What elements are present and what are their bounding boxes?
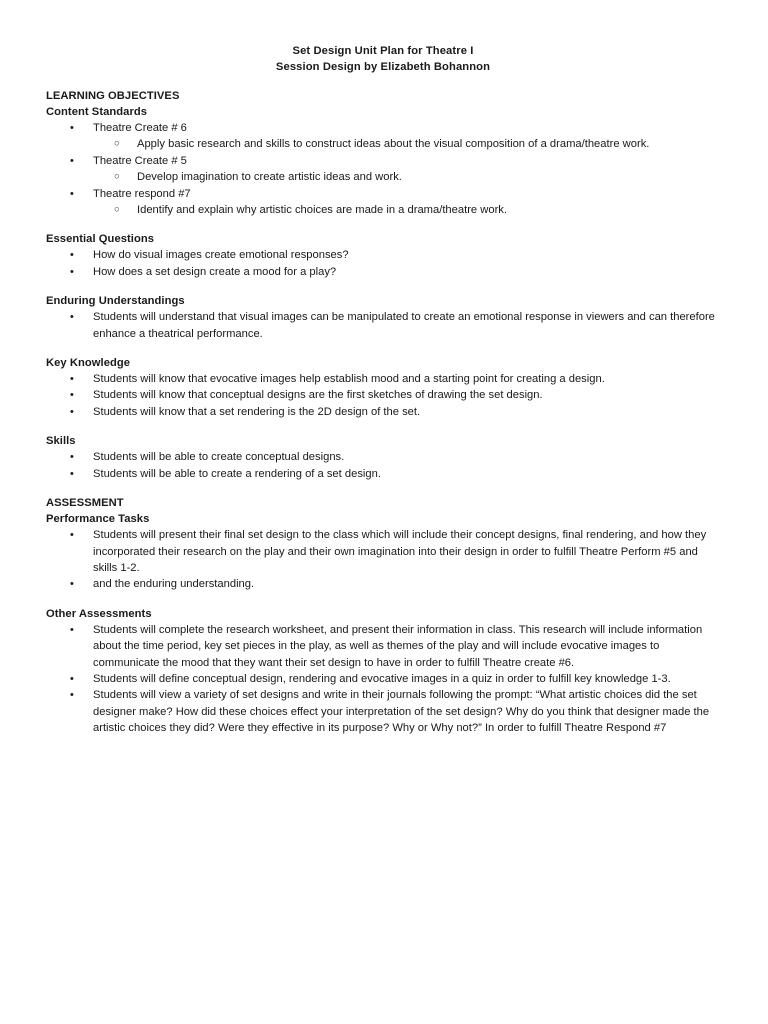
other-assessments-list (46, 622, 720, 737)
bullet-icon: • (70, 623, 74, 636)
list-item (46, 576, 720, 592)
list-item-label: Students will complete the research worksheet, and present their information in class. This research will include information about the time period, key set pieces in the play, as well as themes of the play and will include evocative images to communicate the mood that they want their set design to have in order to fulfill Theatre create #6. (93, 623, 703, 669)
key-knowledge-list (46, 371, 720, 420)
bullet-icon: • (70, 451, 74, 464)
heading-essential-questions: Essential Questions (46, 233, 155, 246)
list-item-label: Students will understand that visual images can be manipulated to create an emotional response in viewers and can therefore enhance a theatrical performance. (93, 311, 715, 340)
list-item-label: Students will present their final set design to the class which will include their concept designs, final rendering, and how they incorporated their research on the play and their own imagination into their design in order to fulfill Theatre Perform #5 and skills 1-2. (93, 529, 707, 574)
list-item-label: How do visual images create emotional responses? (93, 249, 349, 262)
section-assessment (46, 495, 720, 593)
list-item (46, 136, 720, 152)
list-item-label: Students will know that conceptual designs are the first sketches of drawing the set design. (93, 389, 543, 402)
list-item-label: Theatre Create # 5 (93, 154, 187, 167)
list-item (46, 309, 720, 342)
bullet-icon: • (70, 672, 74, 685)
content-standards-list-2 (46, 153, 720, 169)
list-item (46, 404, 720, 420)
section-other-assessments (46, 606, 720, 737)
list-item-label: How does a set design create a mood for a play? (93, 265, 337, 278)
heading-assessment: ASSESSMENT (46, 497, 124, 510)
content-standards-list (46, 120, 720, 136)
bullet-icon: • (70, 467, 74, 480)
list-item (46, 622, 720, 671)
list-item (46, 202, 720, 218)
heading-enduring-understandings: Enduring Understandings (46, 295, 185, 308)
bullet-icon: • (70, 529, 74, 542)
list-item (46, 371, 720, 387)
list-item (46, 247, 720, 263)
list-item (46, 186, 720, 202)
list-item (46, 449, 720, 465)
list-item-label: Develop imagination to create artistic ideas and work. (137, 171, 402, 184)
section-enduring-understandings (46, 293, 720, 342)
list-item (46, 120, 720, 136)
content-standards-sublist-2 (46, 169, 720, 185)
list-item-label: and the enduring understanding. (93, 578, 255, 591)
content-standards-list-3 (46, 186, 720, 202)
bullet-icon: • (70, 389, 74, 402)
content-standards-sublist-3 (46, 202, 720, 218)
list-item (46, 466, 720, 482)
bullet-icon: • (70, 154, 74, 167)
title-line-2: Session Design by Elizabeth Bohannon (275, 60, 491, 73)
section-essential-questions (46, 231, 720, 280)
bullet-icon: • (70, 265, 74, 278)
enduring-understandings-list (46, 309, 720, 342)
bullet-icon: • (70, 373, 74, 386)
section-learning-objectives (46, 88, 720, 218)
bullet-icon: • (70, 689, 74, 702)
list-item (46, 527, 720, 576)
bullet-icon: • (70, 249, 74, 262)
list-item-label: Students will know that evocative images help establish mood and a starting point for creating a design. (93, 373, 605, 386)
list-item-label: Students will be able to create conceptual designs. (93, 451, 345, 464)
list-item (46, 169, 720, 185)
sub-bullet-icon: ○ (114, 171, 120, 183)
list-item-label: Students will define conceptual design, rendering and evocative images in a quiz in order to fulfill key knowledge 1-3. (93, 672, 671, 685)
title-line-1: Set Design Unit Plan for Theatre I (292, 45, 474, 57)
heading-key-knowledge: Key Knowledge (46, 357, 131, 370)
list-item-label: Apply basic research and skills to construct ideas about the visual composition of a drama/theatre work. (137, 138, 650, 151)
list-item (46, 671, 720, 687)
heading-skills: Skills (46, 435, 76, 448)
performance-tasks-list (46, 527, 720, 593)
list-item-label: Students will know that a set rendering is the 2D design of the set. (93, 405, 421, 418)
list-item-label: Identify and explain why artistic choices are made in a drama/theatre work. (137, 204, 507, 217)
content-standards-sublist-1 (46, 136, 720, 152)
list-item-label: Theatre Create # 6 (93, 122, 187, 134)
list-item (46, 387, 720, 403)
bullet-icon: • (70, 578, 74, 591)
sub-bullet-icon: ○ (114, 138, 120, 150)
bullet-icon: • (70, 405, 74, 418)
document-title (46, 44, 720, 75)
list-item-label: Theatre respond #7 (93, 187, 191, 200)
list-item-label: Students will view a variety of set designs and write in their journals following the prompt: “What artistic choices did the set designer make? How did these choices effect your interpretation of the set design? Why do you think that designer made the artistic choices they did? Were they effective in its purpose? Why or Why not?” In order to fulfill Theatre Respond #7 (93, 689, 710, 735)
bullet-icon: • (70, 122, 74, 134)
section-skills (46, 433, 720, 482)
skills-list (46, 449, 720, 482)
section-key-knowledge (46, 355, 720, 420)
heading-other-assessments: Other Assessments (46, 607, 152, 620)
heading-content-standards: Content Standards (46, 106, 148, 118)
sub-bullet-icon: ○ (114, 204, 120, 216)
list-item (46, 264, 720, 280)
bullet-icon: • (70, 311, 74, 324)
essential-questions-list (46, 247, 720, 280)
heading-performance-tasks: Performance Tasks (46, 513, 150, 526)
list-item (46, 153, 720, 169)
heading-learning-objectives: LEARNING OBJECTIVES (46, 90, 180, 102)
bullet-icon: • (70, 187, 74, 200)
list-item-label: Students will be able to create a rendering of a set design. (93, 467, 381, 480)
list-item (46, 687, 720, 736)
